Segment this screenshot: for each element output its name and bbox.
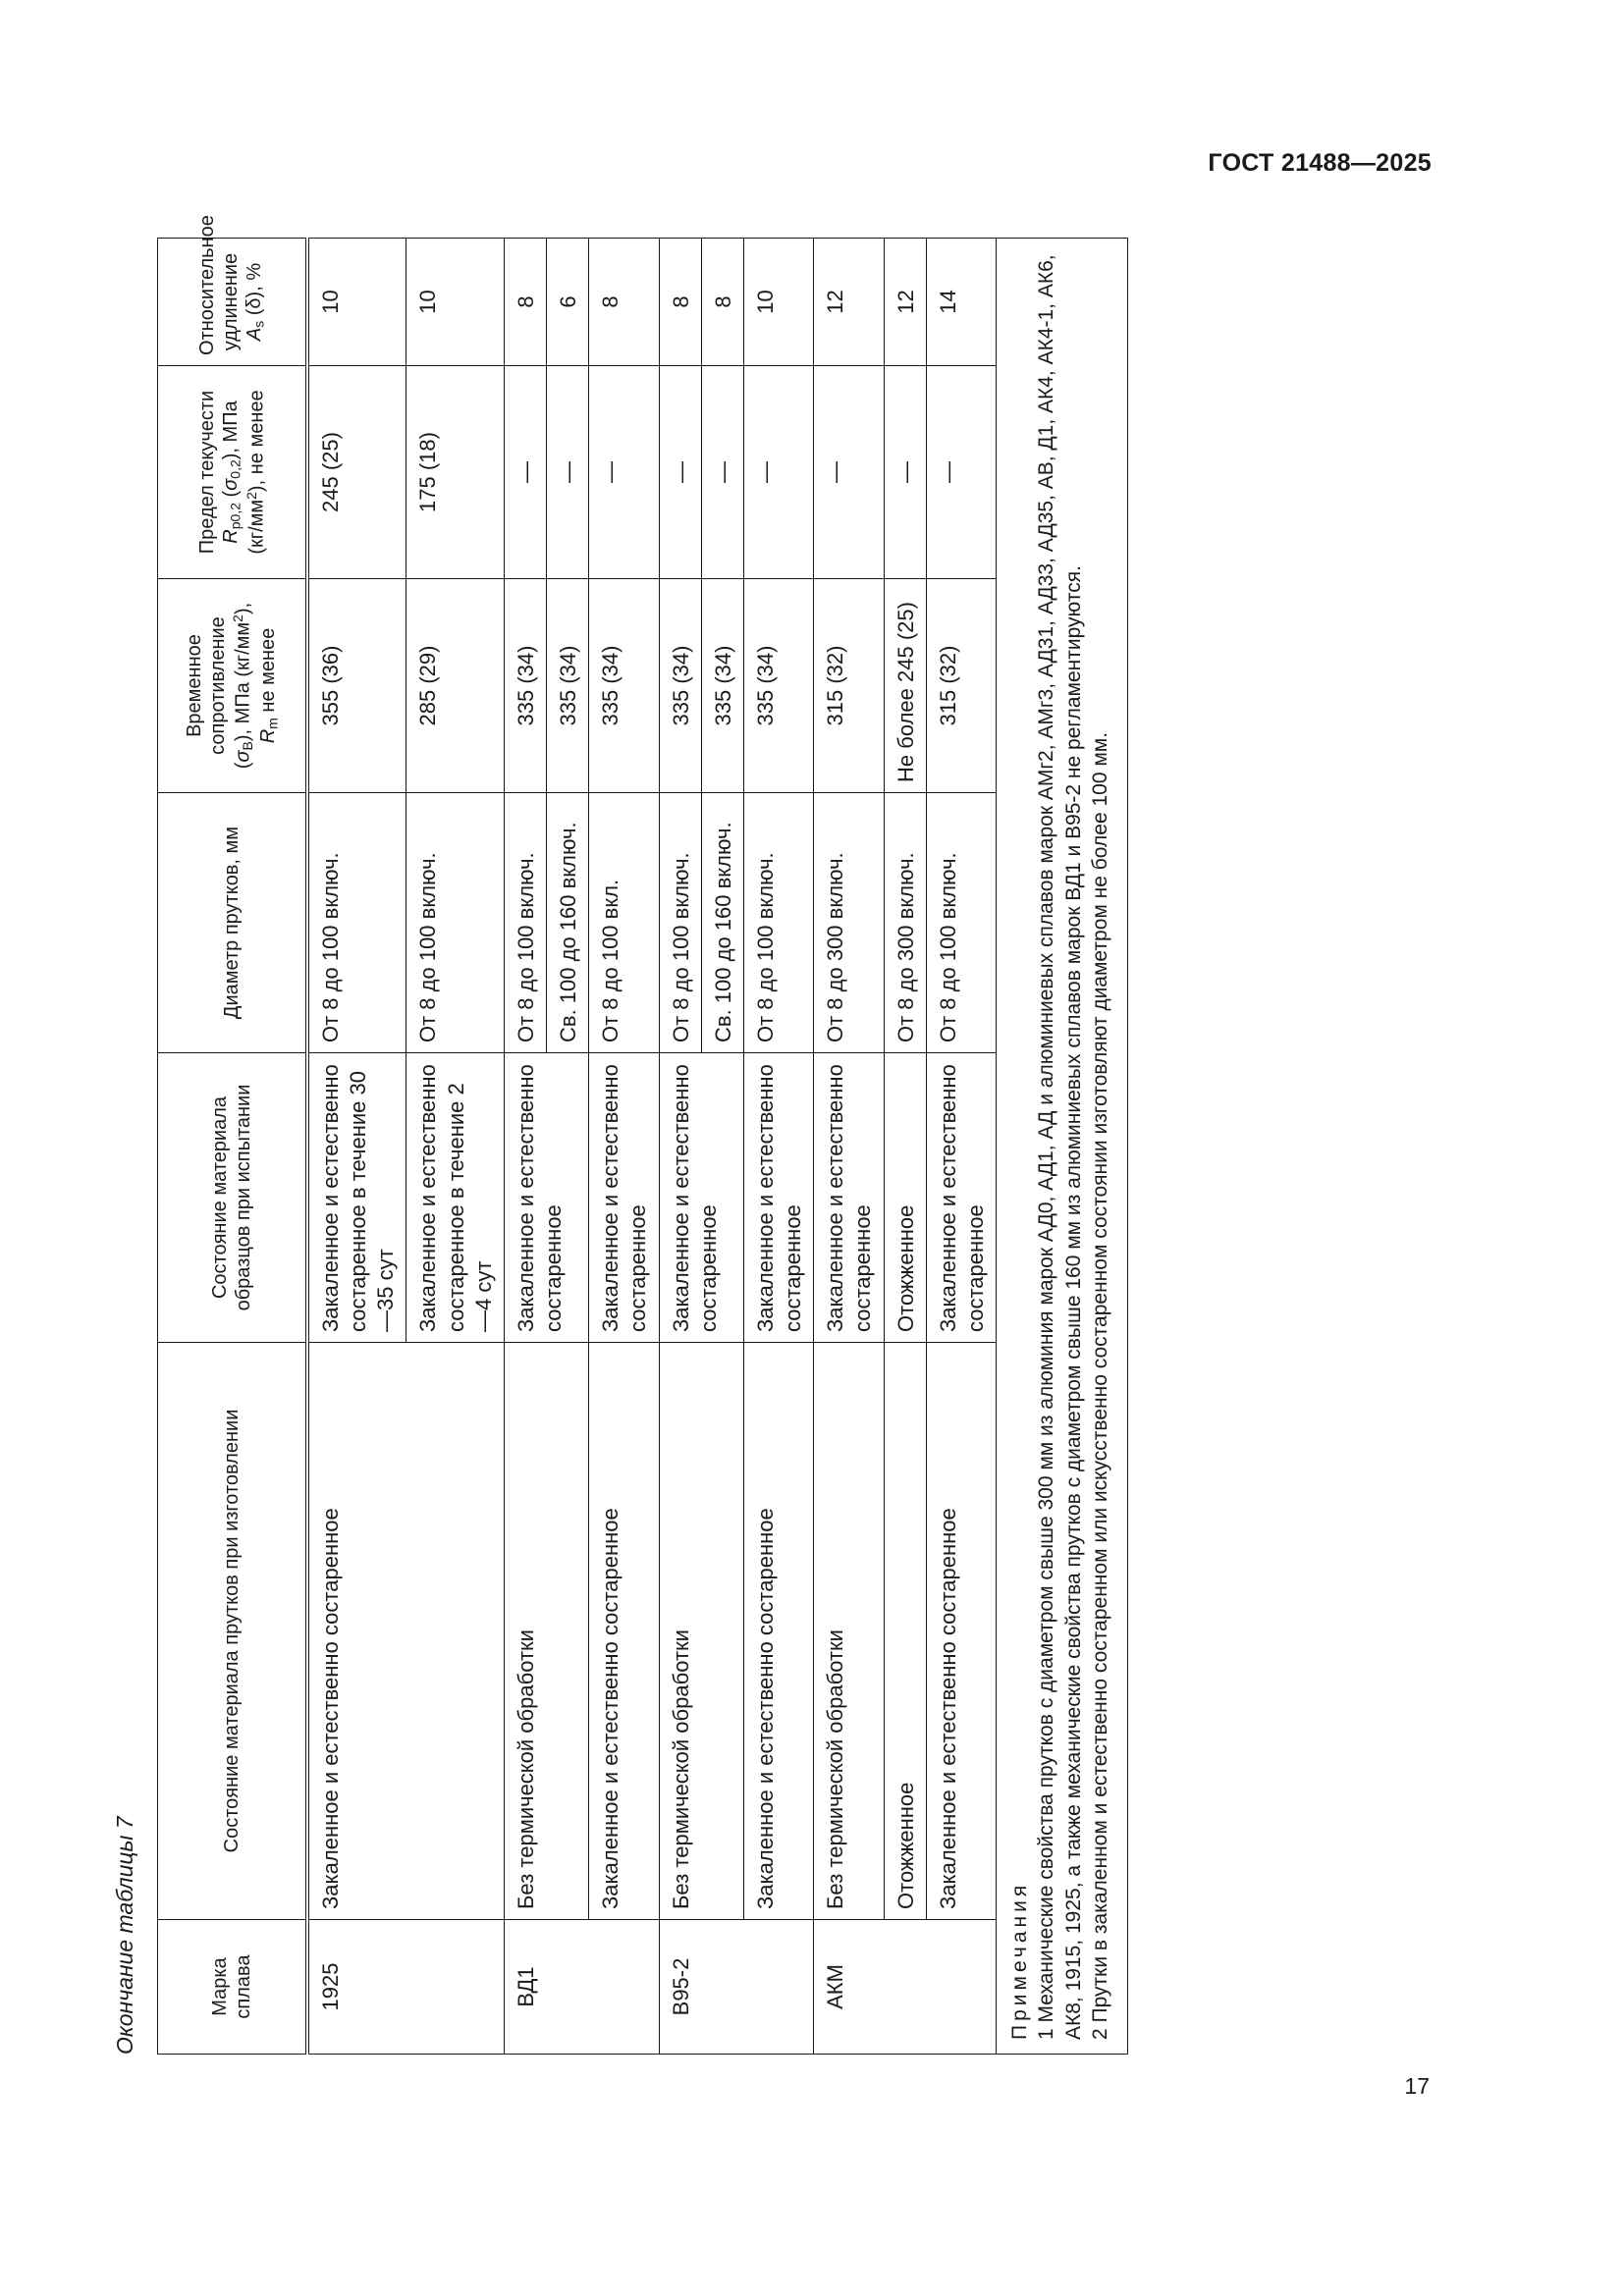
header-elongation: Относительное удлинение $A_s$ (δ), % [158, 239, 308, 366]
cell-test-state: Закаленное и естественно состаренное в течение 2—4 сут [406, 1053, 504, 1343]
cell-yield: — [884, 366, 926, 579]
cell-yield: — [926, 366, 996, 579]
cell-elongation: 8 [701, 239, 743, 366]
header-tensile-strength: Временное сопротивление $(\sigma_В)$, МПа $(кг/мм^2)$, $R_m$ не менее [158, 579, 308, 793]
cell-tensile: 315 (32) [814, 579, 884, 793]
cell-elongation: 10 [406, 239, 504, 366]
cell-yield: — [743, 366, 813, 579]
cell-elongation: 8 [504, 239, 546, 366]
cell-diameter: Св. 100 до 160 включ. [547, 793, 589, 1053]
cell-tensile: Не более 245 (25) [884, 579, 926, 793]
cell-elongation: 12 [884, 239, 926, 366]
cell-yield: 245 (25) [307, 366, 406, 579]
cell-diameter: От 8 до 100 включ. [307, 793, 406, 1053]
table-row [504, 239, 546, 2055]
cell-yield: — [659, 366, 701, 579]
cell-diameter: От 8 до 100 включ. [926, 793, 996, 1053]
header-yield-strength: Предел текучести $R_{p0,2}$ $(\sigma_{0,2})$, МПа $(кг/мм^2)$, не менее [158, 366, 308, 579]
table-row [659, 239, 701, 2055]
cell-grade: В95-2 [659, 1920, 814, 2055]
cell-tensile: 335 (34) [743, 579, 813, 793]
cell-tensile: 315 (32) [926, 579, 996, 793]
cell-diameter: От 8 до 300 включ. [884, 793, 926, 1053]
table-caption: Окончание таблицы 7 [112, 1816, 137, 2055]
cell-tensile: 335 (34) [589, 579, 659, 793]
cell-elongation: 12 [814, 239, 884, 366]
table-header-row [158, 239, 308, 2055]
cell-manuf-state: Без термической обработки [504, 1343, 588, 1920]
cell-elongation: 14 [926, 239, 996, 366]
cell-test-state: Закаленное и естественно состаренное [504, 1053, 588, 1343]
cell-grade: АКМ [814, 1920, 997, 2055]
note-2: 2 Прутки в закаленном и естественно состаренном или искусственно состаренном состоянии изготовляют диаметром не более 100 мм. [1088, 731, 1111, 2040]
cell-elongation: 10 [743, 239, 813, 366]
cell-test-state: Отожженное [884, 1053, 926, 1343]
cell-tensile: 285 (29) [406, 579, 504, 793]
cell-elongation: 8 [659, 239, 701, 366]
cell-manuf-state: Закаленное и естественно состаренное [589, 1343, 659, 1920]
cell-manuf-state: Закаленное и естественно состаренное [926, 1343, 996, 1920]
cell-tensile: 335 (34) [701, 579, 743, 793]
header-grade: Марка сплава [158, 1920, 308, 2055]
header-diameter: Диаметр прутков, мм [158, 793, 308, 1053]
cell-tensile: 355 (36) [307, 579, 406, 793]
cell-diameter: От 8 до 100 включ. [659, 793, 701, 1053]
cell-elongation: 10 [307, 239, 406, 366]
note-1: 1 Механические свойства прутков с диаметром свыше 300 мм из алюминия марок АД0, АД1, АД и алюминиевых сплавов марок АМг2, АМг3, АД31, АД33, АД35, АВ, Д1, АК4, АК4-1, АК6, АК8, 1915, 1925, а также механические свойства прутков с диаметром свыше 160 мм из алюминиевых сплавов марок ВД1 и В95-2 не регламентируются. [1035, 254, 1085, 2040]
cell-yield: — [701, 366, 743, 579]
document-code: ГОСТ 21488—2025 [1208, 149, 1432, 177]
cell-yield: 175 (18) [406, 366, 504, 579]
cell-manuf-state: Без термической обработки [814, 1343, 884, 1920]
cell-test-state: Закаленное и естественно состаренное в течение 30—35 сут [307, 1053, 406, 1343]
cell-yield: — [547, 366, 589, 579]
cell-diameter: От 8 до 300 включ. [814, 793, 884, 1053]
properties-table [157, 215, 1128, 2055]
header-manuf-state: Состояние материала прутков при изготовлении [158, 1343, 308, 1920]
table-row [307, 239, 406, 2055]
table-row [926, 239, 996, 2055]
cell-test-state: Закаленное и естественно состаренное [743, 1053, 813, 1343]
cell-test-state: Закаленное и естественно состаренное [659, 1053, 743, 1343]
notes-row [996, 239, 1127, 2055]
cell-yield: — [589, 366, 659, 579]
notes-title: Примечания [1007, 1881, 1031, 2040]
rotated-table-block [112, 215, 1247, 2055]
table-row [884, 239, 926, 2055]
cell-test-state: Закаленное и естественно состаренное [814, 1053, 884, 1343]
cell-yield: — [814, 366, 884, 579]
page-number: 17 [1404, 2073, 1430, 2099]
header-test-state: Состояние материала образцов при испытании [158, 1053, 308, 1343]
table-row [743, 239, 813, 2055]
cell-diameter: От 8 до 100 включ. [743, 793, 813, 1053]
cell-test-state: Закаленное и естественно состаренное [926, 1053, 996, 1343]
cell-elongation: 8 [589, 239, 659, 366]
cell-grade: 1925 [307, 1920, 504, 2055]
cell-manuf-state: Без термической обработки [659, 1343, 743, 1920]
cell-diameter: Св. 100 до 160 включ. [701, 793, 743, 1053]
table-row [589, 239, 659, 2055]
cell-yield: — [504, 366, 546, 579]
cell-diameter: От 8 до 100 вкл. [589, 793, 659, 1053]
cell-grade: ВД1 [504, 1920, 659, 2055]
cell-diameter: От 8 до 100 включ. [504, 793, 546, 1053]
cell-elongation: 6 [547, 239, 589, 366]
cell-tensile: 335 (34) [547, 579, 589, 793]
cell-tensile: 335 (34) [659, 579, 701, 793]
cell-manuf-state: Закаленное и естественно состаренное [307, 1343, 504, 1920]
cell-test-state: Закаленное и естественно состаренное [589, 1053, 659, 1343]
cell-manuf-state: Отожженное [884, 1343, 926, 1920]
table-row [814, 239, 884, 2055]
notes-cell [996, 239, 1127, 2055]
cell-diameter: От 8 до 100 включ. [406, 793, 504, 1053]
cell-manuf-state: Закаленное и естественно состаренное [743, 1343, 813, 1920]
cell-tensile: 335 (34) [504, 579, 546, 793]
